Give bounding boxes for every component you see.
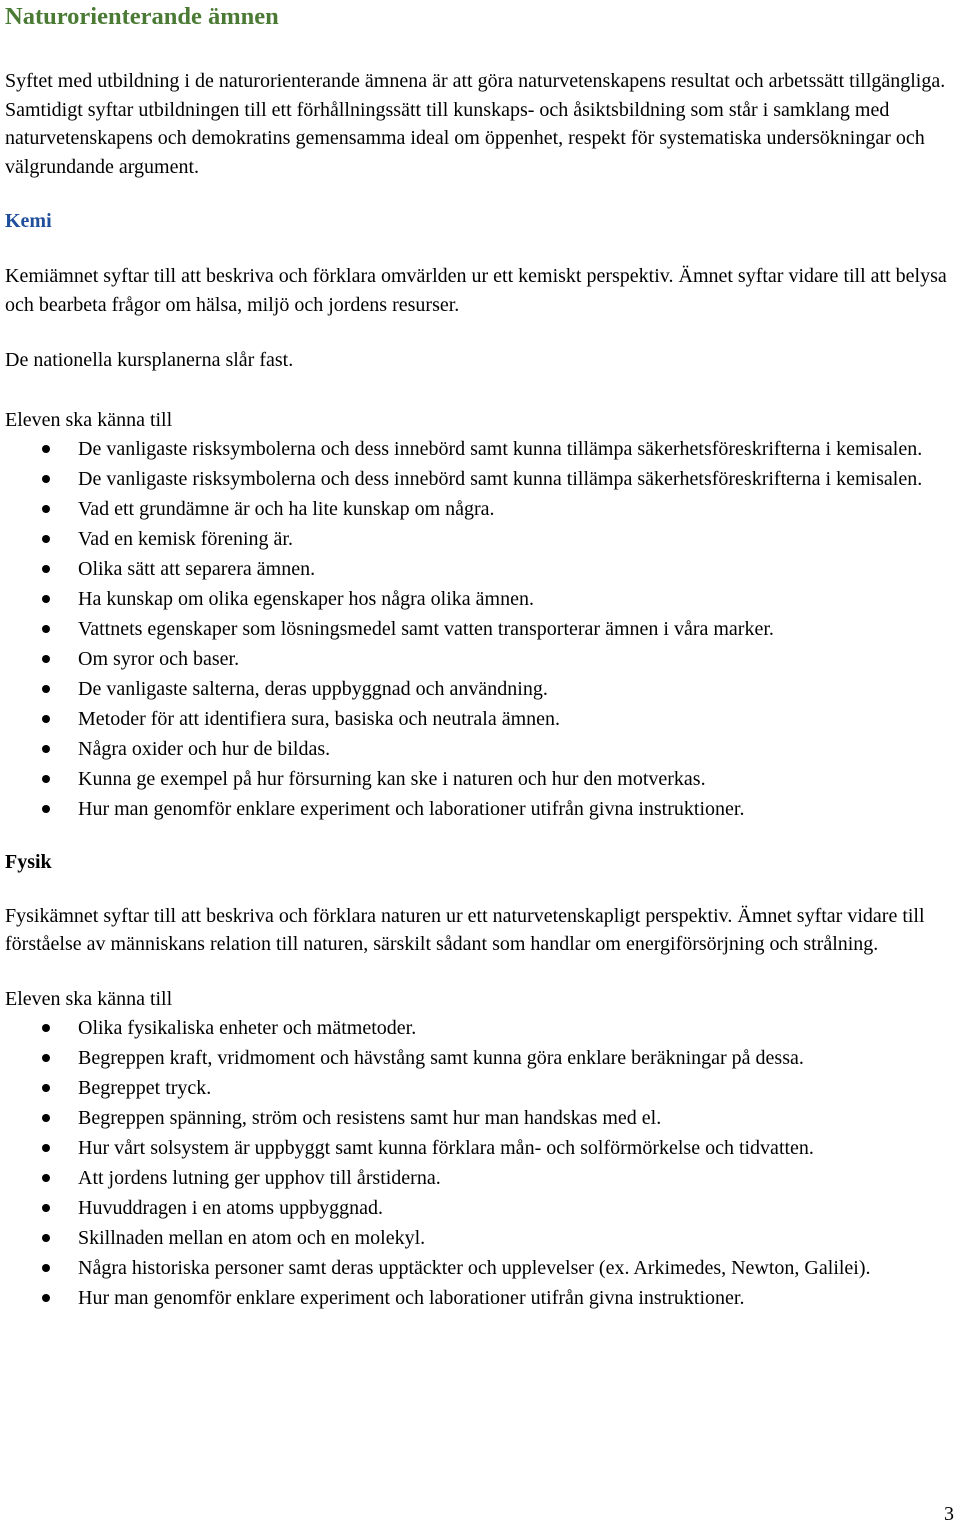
list-item: Huvuddragen i en atoms uppbyggnad. <box>5 1194 955 1223</box>
page-number: 3 <box>944 1503 954 1525</box>
bullet-icon <box>42 565 50 573</box>
list-item: Skillnaden mellan en atom och en molekyl. <box>5 1224 955 1253</box>
bullet-icon <box>42 625 50 633</box>
bullet-icon <box>42 505 50 513</box>
kemi-list <box>5 435 955 824</box>
bullet-icon <box>42 715 50 723</box>
bullet-icon <box>42 1024 50 1032</box>
bullet-icon <box>42 1234 50 1242</box>
list-item: Begreppen spänning, ström och resistens samt hur man handskas med el. <box>5 1104 955 1133</box>
kemi-decides-paragraph: De nationella kursplanerna slår fast. <box>5 349 294 371</box>
list-item: De vanligaste risksymbolerna och dess innebörd samt kunna tillämpa säkerhetsföreskrifterna i kemisalen. <box>5 435 955 464</box>
fysik-intro-paragraph: Fysikämnet syftar till att beskriva och förklara naturen ur ett naturvetenskapligt perspektiv. Ämnet syftar vidare till förståelse av människans relation till naturen, särskilt sådant som handlar om energiförsörjning och strålning. <box>5 904 925 955</box>
kemi-heading: Kemi <box>5 210 52 232</box>
kemi-intro-paragraph: Kemiämnet syftar till att beskriva och förklara omvärlden ur ett kemiskt perspektiv. Ämnet syftar vidare till att belysa och bearbeta frågor om hälsa, miljö och jordens resurser. <box>5 265 947 316</box>
bullet-icon <box>42 445 50 453</box>
list-item: Vad ett grundämne är och ha lite kunskap om några. <box>5 495 955 524</box>
list-item: Olika fysikaliska enheter och mätmetoder. <box>5 1014 955 1043</box>
bullet-icon <box>42 745 50 753</box>
bullet-icon <box>42 1204 50 1212</box>
list-item: Hur vårt solsystem är uppbyggt samt kunna förklara mån- och solförmörkelse och tidvatten. <box>5 1134 955 1163</box>
fysik-heading: Fysik <box>5 850 52 873</box>
list-item: Begreppen kraft, vridmoment och hävstång samt kunna göra enklare beräkningar på dessa. <box>5 1044 955 1073</box>
page-title: Naturorienterande ämnen <box>5 3 279 30</box>
list-item: Om syror och baser. <box>5 645 955 674</box>
document-page <box>5 0 955 1314</box>
kemi-lead: Eleven ska känna till <box>5 408 173 431</box>
list-item: Begreppet tryck. <box>5 1074 955 1103</box>
list-item: Några oxider och hur de bildas. <box>5 735 955 764</box>
bullet-icon <box>42 655 50 663</box>
bullet-icon <box>42 595 50 603</box>
bullet-icon <box>42 775 50 783</box>
bullet-icon <box>42 1054 50 1062</box>
list-item: Ha kunskap om olika egenskaper hos några olika ämnen. <box>5 585 955 614</box>
list-item: Några historiska personer samt deras upptäckter och upplevelser (ex. Arkimedes, Newton, Galilei). <box>5 1254 955 1283</box>
list-item: Olika sätt att separera ämnen. <box>5 555 955 584</box>
bullet-icon <box>42 1084 50 1092</box>
bullet-icon <box>42 805 50 813</box>
fysik-list <box>5 1014 955 1313</box>
bullet-icon <box>42 475 50 483</box>
list-item: Hur man genomför enklare experiment och laborationer utifrån givna instruktioner. <box>5 1284 955 1313</box>
list-item: Att jordens lutning ger upphov till årstiderna. <box>5 1164 955 1193</box>
bullet-icon <box>42 1114 50 1122</box>
bullet-icon <box>42 535 50 543</box>
bullet-icon <box>42 685 50 693</box>
list-item: De vanligaste salterna, deras uppbyggnad och användning. <box>5 675 955 704</box>
bullet-icon <box>42 1264 50 1272</box>
intro-paragraph: Syftet med utbildning i de naturorienterande ämnena är att göra naturvetenskapens resultat och arbetssätt tillgängliga. Samtidigt syftar utbildningen till ett förhållningssätt till kunskaps- och åsiktsbildning som står i samklang med naturvetenskapens och demokratins gemensamma ideal om öppenhet, respekt för systematiska undersökningar och välgrundande argument. <box>5 70 946 178</box>
fysik-lead: Eleven ska känna till <box>5 987 173 1010</box>
list-item: De vanligaste risksymbolerna och dess innebörd samt kunna tillämpa säkerhetsföreskrifterna i kemisalen. <box>5 465 955 494</box>
bullet-icon <box>42 1174 50 1182</box>
list-item: Kunna ge exempel på hur försurning kan ske i naturen och hur den motverkas. <box>5 765 955 794</box>
bullet-icon <box>42 1144 50 1152</box>
list-item: Metoder för att identifiera sura, basiska och neutrala ämnen. <box>5 705 955 734</box>
list-item: Vad en kemisk förening är. <box>5 525 955 554</box>
list-item: Hur man genomför enklare experiment och laborationer utifrån givna instruktioner. <box>5 795 955 824</box>
bullet-icon <box>42 1294 50 1302</box>
list-item: Vattnets egenskaper som lösningsmedel samt vatten transporterar ämnen i våra marker. <box>5 615 955 644</box>
